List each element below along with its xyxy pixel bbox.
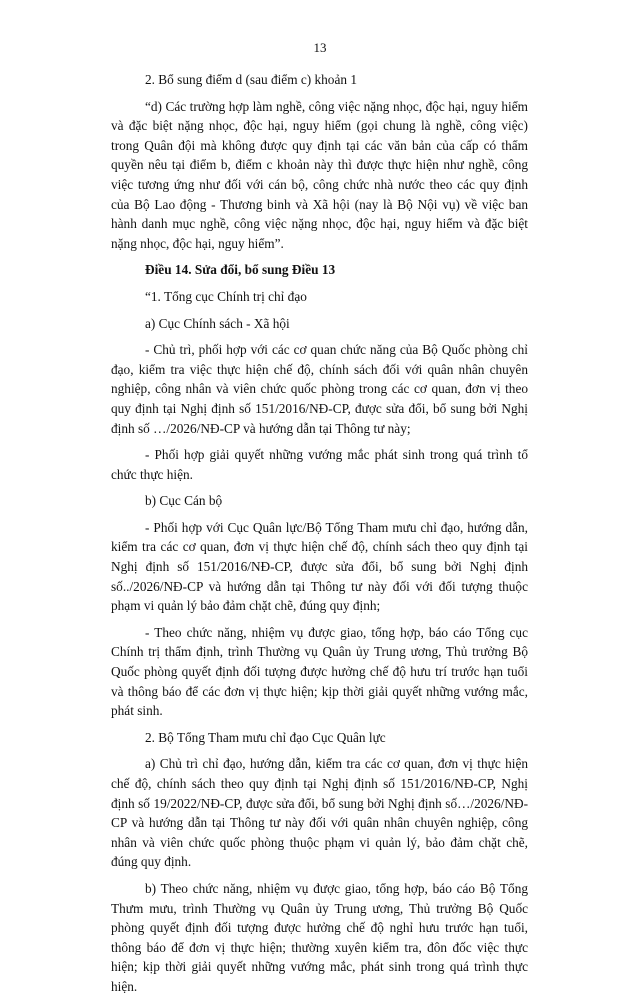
- paragraph-1a-item-2: - Phối hợp giải quyết những vướng mắc phát sinh trong quá trình tổ chức thực hiện.: [111, 447, 528, 482]
- paragraph-1b-item-2: - Theo chức năng, nhiệm vụ được giao, tổng hợp, báo cáo Tổng cục Chính trị thẩm định, trình Thường vụ Quân ủy Trung ương, Thủ trưởng Bộ Quốc phòng quyết định đối tượng được hưởng chế độ hưu trí trước hạn tuổi và thông báo để các đơn vị thực hiện; kịp thời giải quyết những vướng mắc, phát sinh.: [111, 624, 528, 719]
- page-number: 13: [313, 40, 327, 55]
- paragraph-1a-item-1: - Chủ trì, phối hợp với các cơ quan chức năng của Bộ Quốc phòng chỉ đạo, kiểm tra việc thực hiện chế độ, chính sách đối với quân nhân chuyên nghiệp, công nhân và viên chức quốc phòng trong các cơ quan, đơn vị theo quy định tại Nghị định số 151/2016/NĐ-CP, được sửa đổi, bổ sung bởi Nghị định số …/2026/NĐ-CP và hướng dẫn tại Thông tư này;: [111, 342, 528, 436]
- paragraph-clause-1b: b) Cục Cán bộ: [145, 493, 223, 509]
- paragraph-clause-1a: a) Cục Chính sách - Xã hội: [145, 315, 290, 331]
- paragraph-clause-2: 2. Bộ Tổng Tham mưu chỉ đạo Cục Quân lực: [145, 729, 386, 745]
- paragraph-clause-2a: a) Chủ trì chỉ đạo, hướng dẫn, kiểm tra các cơ quan, đơn vị thực hiện chế độ, chính sách theo quy định tại Nghị định số 151/2016/NĐ-CP, Nghị định số 19/2022/NĐ-CP, được sửa đổi, bổ sung bởi Nghị định số…/2026/NĐ-CP và hướng dẫn tại Thông tư này đối với quân nhân chuyên nghiệp, công nhân và viên chức quốc phòng thuộc phạm vi quản lý, bảo đảm chặt chẽ, đúng quy định.: [111, 756, 528, 870]
- paragraph-1b-item-1: - Phối hợp với Cục Quân lực/Bộ Tổng Tham mưu chỉ đạo, hướng dẫn, kiểm tra các cơ quan, đơn vị thực hiện chế độ, chính sách theo quy định tại Nghị định số 151/2016/NĐ-CP, được sửa đổi, bổ sung bởi Nghị định số../2026/NĐ-CP và hướng dẫn tại Thông tư này đối với đối tượng thuộc phạm vi quản lý bảo đảm chặt chẽ, đúng quy định;: [111, 519, 528, 614]
- paragraph-point-d-text: “d) Các trường hợp làm nghề, công việc nặng nhọc, độc hại, nguy hiểm và đặc biệt nặng nhọc, độc hại, nguy hiểm (gọi chung là nghề, công việc) trong Quân đội mà không được quy định tại các văn bản của cấp có thẩm quyền nêu tại điểm b, điểm c khoản này thì được thực hiện như nghề, công việc tương ứng như đối với cán bộ, công chức nhà nước theo các quy định của Bộ Lao động - Thương binh và Xã hội (nay là Bộ Nội vụ) về việc ban hành danh mục nghề, công việc nặng nhọc, độc hại, nguy hiểm và đặc biệt nặng nhọc, độc hại, nguy hiểm”.: [111, 98, 528, 251]
- paragraph-clause-2b: b) Theo chức năng, nhiệm vụ được giao, tổng hợp, báo cáo Bộ Tổng Thưm mưu, trình Thường vụ Quân ủy Trung ương, Thủ trưởng Bộ Quốc phòng quyết định đối tượng được hưởng chế độ nghỉ hưu trước hạn tuổi, thông báo để đơn vị thực hiện; thường xuyên kiểm tra, đôn đốc việc thực hiện; kịp thời giải quyết những vướng mắc, phát sinh trong quá trình thực hiện.: [111, 880, 528, 994]
- paragraph-amend-point-d: 2. Bổ sung điểm d (sau điểm c) khoản 1: [145, 72, 357, 87]
- paragraph-clause-1: “1. Tổng cục Chính trị chỉ đạo: [145, 288, 307, 304]
- article-14-heading: Điều 14. Sửa đổi, bổ sung Điều 13: [145, 262, 336, 278]
- document-body: [111, 70, 528, 1004]
